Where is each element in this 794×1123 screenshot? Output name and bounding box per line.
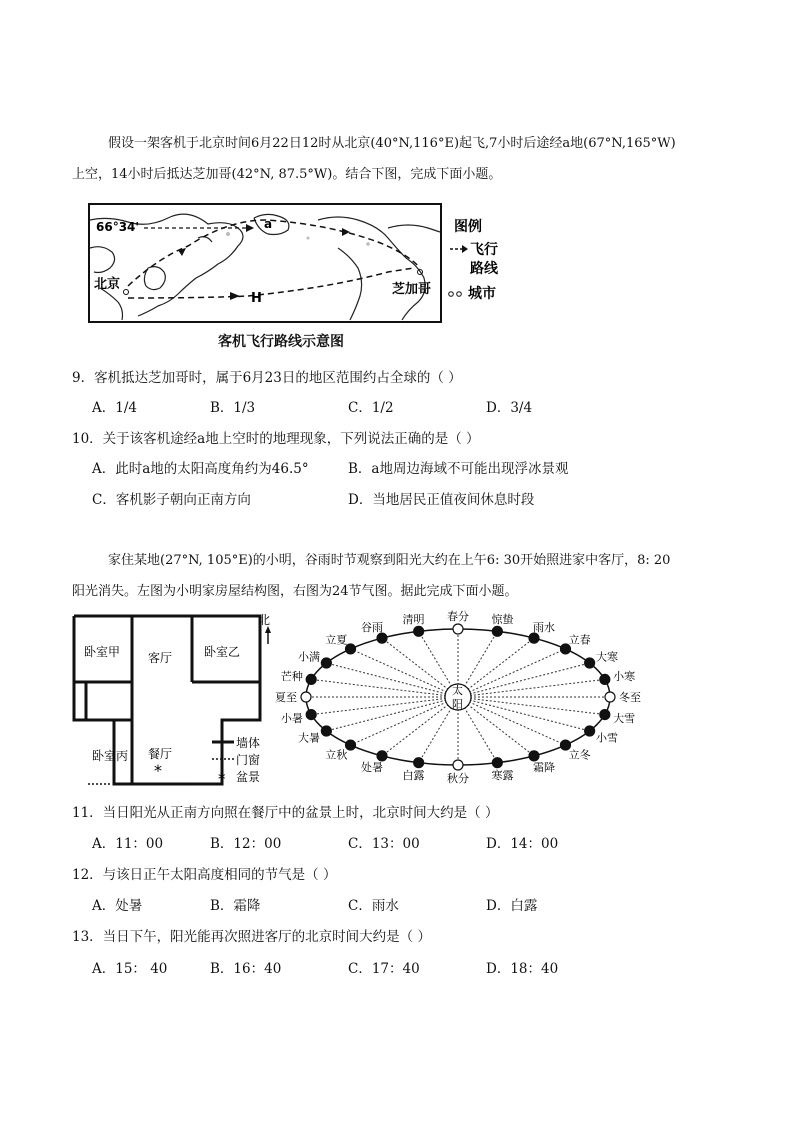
term-label-lixia: 立夏 bbox=[325, 633, 348, 647]
room-living: 客厅 bbox=[148, 651, 173, 665]
question-12: 12．与该日正午太阳高度相同的节气是（ ） bbox=[72, 867, 337, 883]
q12-option-c: C．雨水 bbox=[348, 898, 399, 914]
spoke-xiaoman bbox=[326, 663, 458, 697]
term-dot-yushui bbox=[529, 633, 539, 643]
passage1-line2: 上空，14小时后抵达芝加哥(42°N, 87.5°W)。结合下图，完成下面小题。 bbox=[72, 167, 502, 182]
map-caption: 客机飞行路线示意图 bbox=[218, 334, 344, 350]
q10-option-c: C．客机影子朝向正南方向 bbox=[92, 492, 251, 508]
term-label-xiazhi: 夏至 bbox=[275, 691, 297, 704]
term-dot-jingzhe bbox=[492, 626, 502, 636]
term-label-shuangjiang: 霜降 bbox=[533, 761, 555, 775]
q9-option-a: A．1/4 bbox=[92, 400, 137, 416]
term-label-jingzhe: 惊蛰 bbox=[491, 612, 514, 626]
term-label-xiaoshu: 小暑 bbox=[280, 711, 303, 725]
spoke-yushui bbox=[458, 638, 534, 697]
room-bedroom-c: 卧室丙 bbox=[92, 749, 129, 763]
legend-title: 图例 bbox=[454, 219, 482, 235]
q11-option-b: B．12：00 bbox=[210, 836, 282, 852]
term-dot-dongzhi bbox=[605, 692, 615, 702]
term-dot-shuangjiang bbox=[529, 751, 539, 761]
q10-option-a: A．此时a地的太阳高度角约为46.5° bbox=[92, 461, 309, 477]
q13-option-b: B．16：40 bbox=[210, 961, 282, 977]
legend-door: 门窗 bbox=[236, 753, 261, 767]
q11-option-d: D．14：00 bbox=[486, 836, 559, 852]
term-label-dashu: 大暑 bbox=[298, 731, 321, 745]
term-dot-xiazhi bbox=[301, 692, 311, 702]
term-dot-xiaoshu bbox=[306, 710, 316, 720]
label-beijing: 北京 bbox=[94, 277, 121, 292]
q11-option-c: C．13：00 bbox=[348, 836, 420, 852]
q13-option-a: A．15： 40 bbox=[92, 961, 168, 977]
spoke-guyu bbox=[382, 638, 458, 697]
term-label-chushu: 处暑 bbox=[361, 761, 383, 775]
sun-label-1: 太 bbox=[452, 684, 463, 697]
spoke-xiaoshu bbox=[311, 697, 458, 715]
term-label-xiaoxue: 小雪 bbox=[595, 731, 618, 745]
term-label-qiufen: 秋分 bbox=[447, 772, 469, 785]
term-label-bailu: 白露 bbox=[402, 769, 425, 783]
term-label-lichun: 立春 bbox=[568, 633, 591, 647]
term-dot-mangzhong bbox=[306, 674, 316, 684]
spoke-dahan bbox=[458, 663, 590, 697]
svg-text:*: * bbox=[218, 770, 226, 788]
label-h: H bbox=[251, 291, 262, 306]
legend-route-2: 路线 bbox=[470, 261, 498, 277]
spoke-shuangjiang bbox=[458, 697, 534, 756]
term-label-lidong: 立冬 bbox=[568, 748, 591, 762]
term-dot-hanlu bbox=[492, 758, 502, 768]
spoke-liqiu bbox=[351, 697, 458, 745]
passage2-line1: 家住某地(27°N, 105°E)的小明，谷雨时节观察到阳光大约在上午6: 30开始照进家中客厅，8: 20 bbox=[108, 553, 671, 568]
term-dot-chushu bbox=[377, 751, 387, 761]
spoke-xiaoxue bbox=[458, 697, 590, 731]
legend-plant: 盆景 bbox=[236, 770, 261, 784]
term-label-yushui: 雨水 bbox=[533, 620, 555, 634]
term-dot-qiufen bbox=[453, 760, 463, 770]
term-label-dahan: 大寒 bbox=[595, 650, 618, 664]
term-label-dongzhi: 冬至 bbox=[619, 691, 641, 704]
floor-plan bbox=[70, 610, 280, 790]
spoke-lixia bbox=[351, 649, 458, 697]
q9-option-b: B．1/3 bbox=[210, 400, 256, 416]
spoke-daxue bbox=[458, 697, 605, 715]
label-chicago: 芝加哥 bbox=[392, 282, 432, 297]
legend-city: 城市 bbox=[468, 286, 496, 302]
term-label-mangzhong: 芒种 bbox=[280, 670, 303, 684]
legend-wall: 墙体 bbox=[236, 736, 261, 750]
north-label: 北 bbox=[258, 613, 271, 627]
question-11: 11．当日阳光从正南方向照在餐厅中的盆景上时，北京时间大约是（ ） bbox=[72, 805, 499, 821]
spoke-mangzhong bbox=[311, 679, 458, 697]
term-label-guyu: 谷雨 bbox=[361, 620, 383, 634]
latitude-label: 66°34' bbox=[96, 220, 140, 234]
term-dot-xiaohan bbox=[600, 674, 610, 684]
spoke-dashu bbox=[326, 697, 458, 731]
label-a: a bbox=[264, 217, 273, 231]
term-dot-xiaoxue bbox=[585, 726, 595, 736]
term-label-qingming: 清明 bbox=[402, 612, 425, 626]
q12-option-b: B．霜降 bbox=[210, 898, 261, 914]
spoke-chushu bbox=[382, 697, 458, 756]
q13-option-c: C．17：40 bbox=[348, 961, 420, 977]
passage2-line2: 阳光消失。左图为小明家房屋结构图，右图为24节气图。据此完成下面小题。 bbox=[72, 584, 518, 599]
room-bedroom-b: 卧室乙 bbox=[204, 645, 241, 659]
question-13: 13．当日下午，阳光能再次照进客厅的北京时间大约是（ ） bbox=[72, 929, 431, 945]
solar-terms-diagram bbox=[275, 604, 656, 788]
q9-option-d: D．3/4 bbox=[486, 400, 533, 416]
term-dot-dashu bbox=[321, 726, 331, 736]
sun-label-2: 阳 bbox=[452, 698, 463, 711]
term-label-hanlu: 寒露 bbox=[491, 769, 514, 783]
q12-option-a: A．处暑 bbox=[92, 898, 143, 914]
spoke-lichun bbox=[458, 649, 565, 697]
term-dot-xiaoman bbox=[321, 658, 331, 668]
term-dot-guyu bbox=[377, 633, 387, 643]
term-label-xiaohan: 小寒 bbox=[613, 670, 636, 684]
room-dining: 餐厅 bbox=[148, 747, 173, 761]
term-dot-dahan bbox=[585, 658, 595, 668]
q10-option-d: D．当地居民正值夜间休息时段 bbox=[348, 492, 535, 508]
plant-marker: * bbox=[154, 761, 162, 780]
term-dot-chunfen bbox=[453, 624, 463, 634]
term-label-xiaoman: 小满 bbox=[298, 650, 321, 664]
q10-option-b: B．a地周边海域不可能出现浮冰景观 bbox=[348, 461, 569, 477]
passage1-line1: 假设一架客机于北京时间6月22日12时从北京(40°N,116°E)起飞,7小时后途经a地(67°N,165°W) bbox=[108, 136, 676, 151]
term-dot-daxue bbox=[600, 710, 610, 720]
spoke-lidong bbox=[458, 697, 565, 745]
term-dot-bailu bbox=[414, 758, 424, 768]
term-label-chunfen: 春分 bbox=[447, 610, 469, 623]
q13-option-d: D．18：40 bbox=[486, 961, 559, 977]
term-label-liqiu: 立秋 bbox=[325, 748, 348, 762]
spoke-xiaohan bbox=[458, 679, 605, 697]
q9-option-c: C．1/2 bbox=[348, 400, 394, 416]
question-9: 9．客机抵达芝加哥时，属于6月23日的地区范围约占全球的（ ） bbox=[72, 370, 462, 386]
room-bedroom-a: 卧室甲 bbox=[84, 645, 121, 659]
term-label-daxue: 大雪 bbox=[613, 711, 636, 725]
term-dot-qingming bbox=[414, 626, 424, 636]
legend-route-1: 飞行 bbox=[470, 242, 498, 258]
q11-option-a: A．11：00 bbox=[92, 836, 164, 852]
question-10: 10．关于该客机途经a地上空时的地理现象，下列说法正确的是（ ） bbox=[72, 431, 480, 447]
q12-option-d: D．白露 bbox=[486, 898, 538, 914]
flight-route-map bbox=[88, 198, 508, 330]
doors-windows bbox=[74, 660, 260, 784]
